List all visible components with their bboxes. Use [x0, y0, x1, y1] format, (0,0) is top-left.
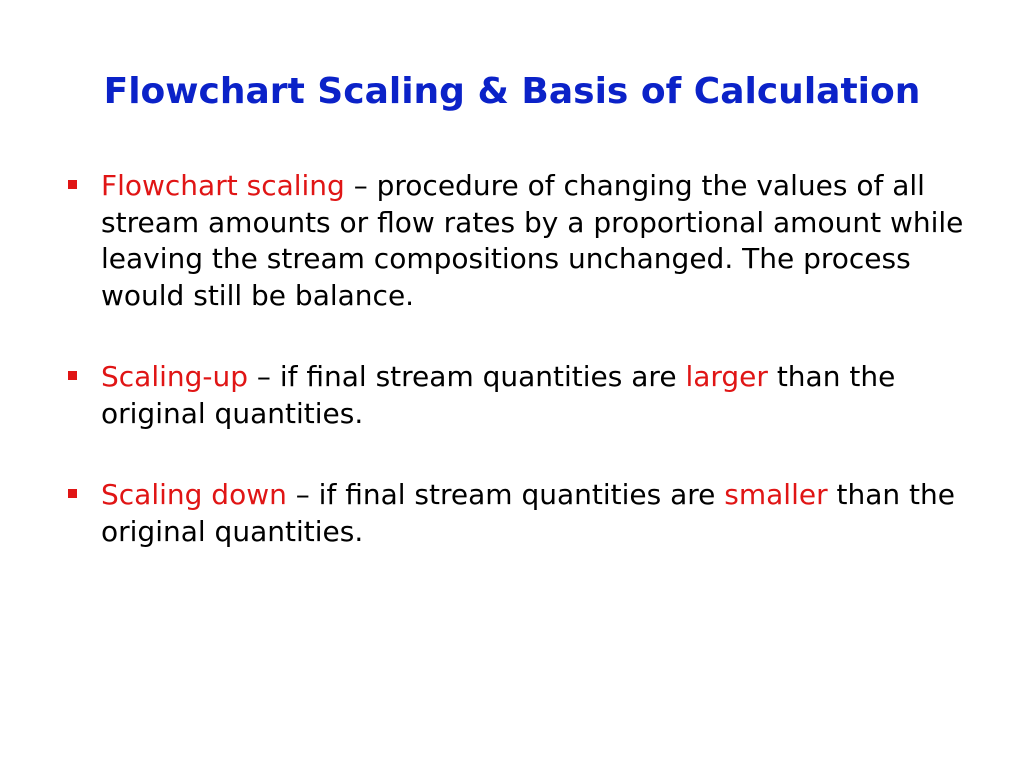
term-scaling-up: Scaling-up: [101, 360, 249, 393]
bullet-list: [64, 168, 964, 595]
definition-text-after: than the original quantities.: [101, 478, 955, 548]
slide-title: Flowchart Scaling & Basis of Calculation: [103, 71, 921, 112]
bullet-text: [101, 359, 964, 432]
term-flowchart-scaling: Flowchart scaling: [101, 169, 345, 202]
bullet-square-icon: [68, 489, 77, 498]
bullet-text: [101, 168, 964, 314]
bullet-item-flowchart-scaling: [64, 168, 964, 314]
bullet-item-scaling-down: [64, 477, 964, 550]
definition-text: – if final stream quantities are: [248, 360, 686, 393]
bullet-text: [101, 477, 964, 550]
emphasis-smaller: smaller: [724, 478, 828, 511]
bullet-square-icon: [68, 180, 77, 189]
definition-text: – procedure of changing the values of all stream amounts or flow rates by a proportional amount while leaving the stream compositions unchanged. The process would still be balance.: [101, 169, 964, 312]
bullet-item-scaling-up: [64, 359, 964, 432]
definition-text-after: than the original quantities.: [101, 360, 896, 430]
definition-text: – if final stream quantities are: [286, 478, 725, 511]
bullet-square-icon: [68, 371, 77, 380]
emphasis-larger: larger: [685, 360, 768, 393]
term-scaling-down: Scaling down: [101, 478, 287, 511]
